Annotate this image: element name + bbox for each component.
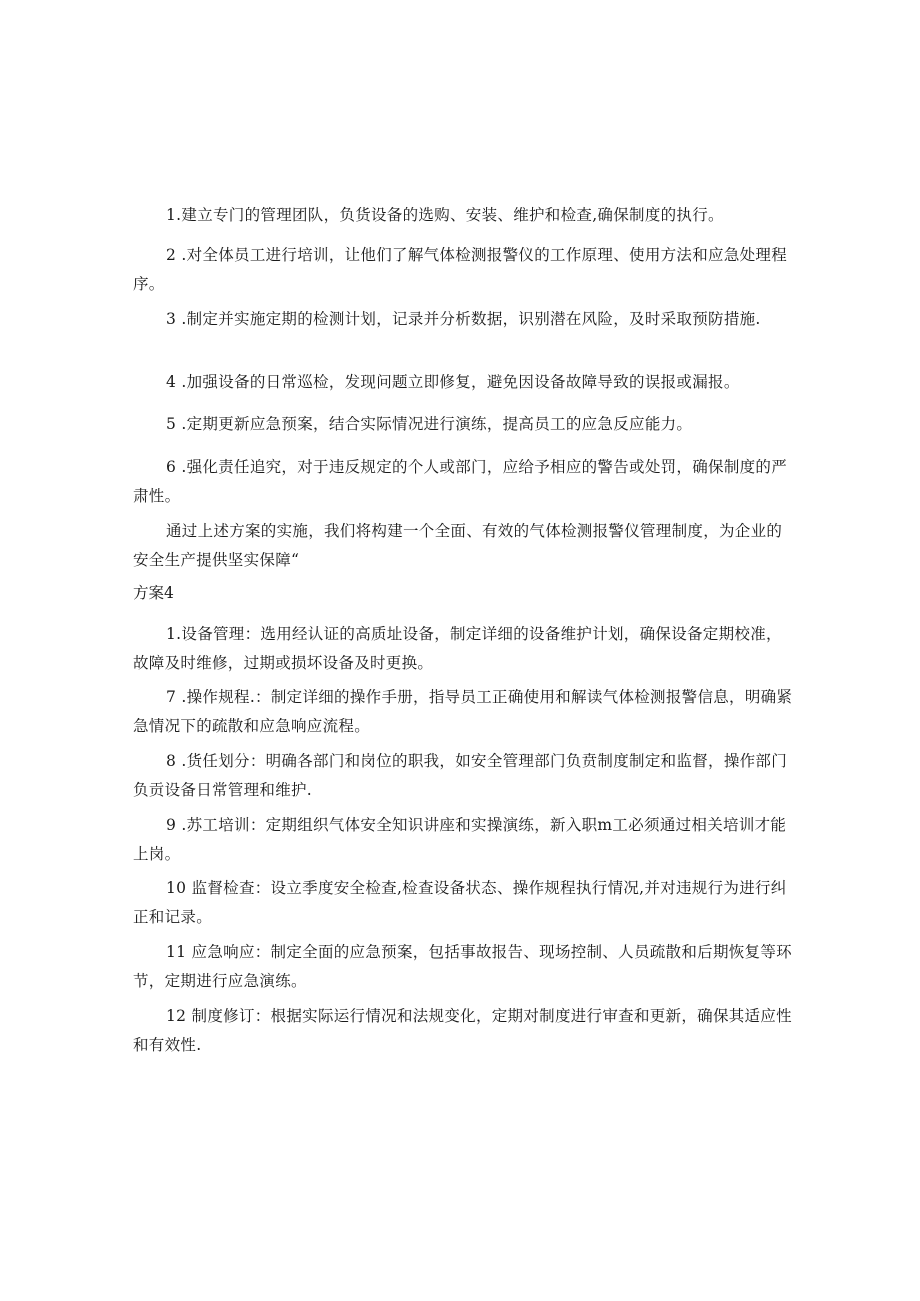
list2-item-1: 1.设备管理：选用经认证的高质址设备，制定详细的设备维护计划，确保设备定期校准，故障及时维修，过期或损坏设备及时更换。 — [133, 625, 782, 672]
list2-item-12: 12 制度修订：根据实际运行情况和法规变化，定期对制度进行审查和更新，确保其适应性和有效性. — [133, 1007, 792, 1054]
list2-item-9: 9 .苏工培训：定期组织气体安全知识讲座和实操演练，新入职m工必须通过相关培训才能上岗。 — [133, 816, 787, 863]
section-title: 方案4 — [133, 584, 174, 602]
list2-item-10: 10 监督检查：设立季度安全检查,检查设备状态、操作规程执行情况,并对违规行为进行纠正和记录。 — [133, 879, 787, 926]
list2-item-7: 7 .操作规程.：制定详细的操作手册，指导员工正确使用和解读气体检测报警信息，明确紧急情况下的疏散和应急响应流程。 — [133, 688, 793, 735]
summary-paragraph: 通过上述方案的实施，我们将构建一个全面、有效的气体检测报警仪管理制度，为企业的安全生产提供坚实保障“ — [133, 522, 783, 569]
list2-item-11: 11 应急响应：制定全面的应急预案，包括事故报告、现场控制、人员疏散和后期恢复等环节，定期进行应急演练。 — [133, 943, 792, 990]
list1-item-1: 1.建立专门的管理团队，负货设备的选购、安装、维护和检查,确保制度的执行。 — [166, 206, 724, 224]
list1-item-4: 4 .加强设备的日常巡检，发现问题立即修复，避免因设备故障导致的误报或漏报。 — [166, 373, 740, 391]
list1-item-3: 3 .制定并实施定期的检测计划，记录并分析数据，识别潜在风险，及时采取预防措施. — [166, 310, 761, 328]
list1-item-2: 2 .对全体员工进行培训，让他们了解气体检测报警仪的工作原理、使用方法和应急处理程序。 — [133, 246, 788, 293]
list1-item-6: 6 .强化责任追究，对于违反规定的个人或部门，应给予相应的警告或处罚，确保制度的严肃性。 — [133, 458, 788, 505]
list1-item-5: 5 .定期更新应急预案，结合实际情况进行演练，提高员工的应急反应能力。 — [166, 415, 693, 433]
list2-item-8: 8 .货任划分：明确各部门和岗位的职我，如安全管理部门负贲制度制定和监督，操作部门负贡设备日常管理和维护. — [133, 752, 788, 799]
